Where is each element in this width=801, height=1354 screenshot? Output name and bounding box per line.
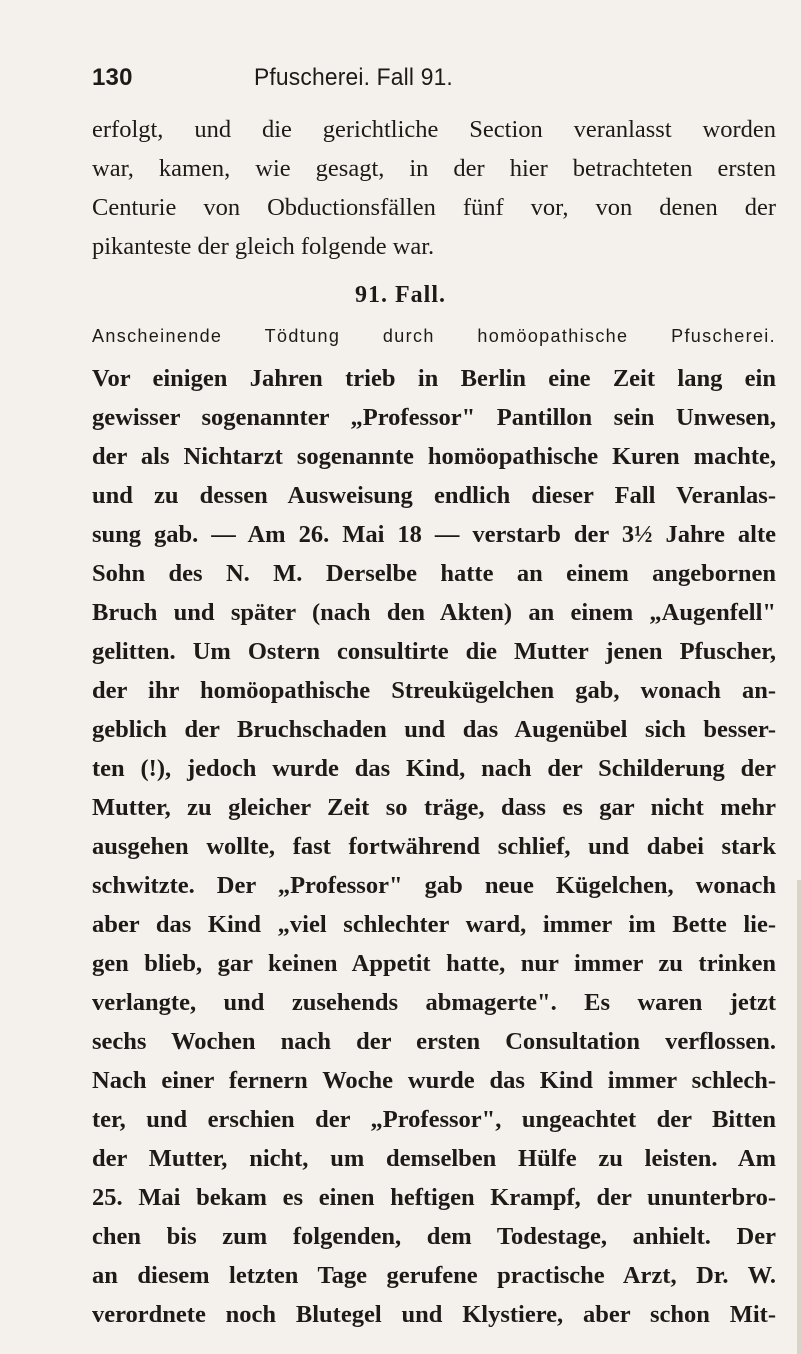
body-line: Vor einigen Jahren trieb in Berlin eine Zeit lang ein <box>92 365 776 392</box>
page-number: 130 <box>92 64 133 91</box>
page-edge-shadow <box>797 880 801 1354</box>
body-line: Bruch und später (nach den Akten) an einem „Augenfell" <box>92 599 776 626</box>
body-line: sung gab. — Am 26. Mai 18 — verstarb der 3½ Jahre alte <box>92 521 776 548</box>
body-line: und zu dessen Ausweisung endlich dieser Fall Veranlas- <box>92 482 776 509</box>
intro-line: erfolgt, und die gerichtliche Section veranlasst worden <box>92 116 776 143</box>
body-line: der ihr homöopathische Streukügelchen gab, wonach an- <box>92 677 776 704</box>
body-line: verlangte, und zusehends abmagerte". Es waren jetzt <box>92 989 776 1016</box>
body-line: gen blieb, gar keinen Appetit hatte, nur immer zu trinken <box>92 950 776 977</box>
intro-line: pikanteste der gleich folgende war. <box>92 233 435 260</box>
body-line: an diesem letzten Tage gerufene practische Arzt, Dr. W. <box>92 1262 776 1289</box>
page-header <box>92 64 772 94</box>
body-line: geblich der Bruchschaden und das Augenübel sich besser- <box>92 716 776 743</box>
body-line: ten (!), jedoch wurde das Kind, nach der Schilderung der <box>92 755 776 782</box>
body-line: gewisser sogenannter „Professor" Pantillon sein Unwesen, <box>92 404 776 431</box>
running-title: Pfuscherei. Fall 91. <box>254 64 453 91</box>
case-subtitle: Anscheinende Tödtung durch homöopathische Pfuscherei. <box>92 326 776 346</box>
body-line: ausgehen wollte, fast fortwährend schlief, und dabei stark <box>92 833 776 860</box>
body-line: schwitzte. Der „Professor" gab neue Kügelchen, wonach <box>92 872 776 899</box>
body-line: gelitten. Um Ostern consultirte die Mutter jenen Pfuscher, <box>92 638 776 665</box>
intro-line: Centurie von Obductionsfällen fünf vor, von denen der <box>92 194 776 221</box>
body-line: Sohn des N. M. Derselbe hatte an einem angebornen <box>92 560 776 587</box>
body-line: sechs Wochen nach der ersten Consultation verflossen. <box>92 1028 776 1055</box>
body-line: 25. Mai bekam es einen heftigen Krampf, der ununterbro- <box>92 1184 776 1211</box>
body-line: aber das Kind „viel schlechter ward, immer im Bette lie- <box>92 911 776 938</box>
body-line: der als Nichtarzt sogenannte homöopathische Kuren machte, <box>92 443 776 470</box>
body-line: chen bis zum folgenden, dem Todestage, anhielt. Der <box>92 1223 776 1250</box>
intro-line: war, kamen, wie gesagt, in der hier betrachteten ersten <box>92 155 776 182</box>
body-line: verordnete noch Blutegel und Klystiere, aber schon Mit- <box>92 1301 776 1328</box>
body-line: Mutter, zu gleicher Zeit so träge, dass es gar nicht mehr <box>92 794 776 821</box>
body-line: der Mutter, nicht, um demselben Hülfe zu leisten. Am <box>92 1145 776 1172</box>
body-line: Nach einer fernern Woche wurde das Kind immer schlech- <box>92 1067 776 1094</box>
case-heading: 91. Fall. <box>355 282 446 308</box>
body-line: ter, und erschien der „Professor", ungeachtet der Bitten <box>92 1106 776 1133</box>
